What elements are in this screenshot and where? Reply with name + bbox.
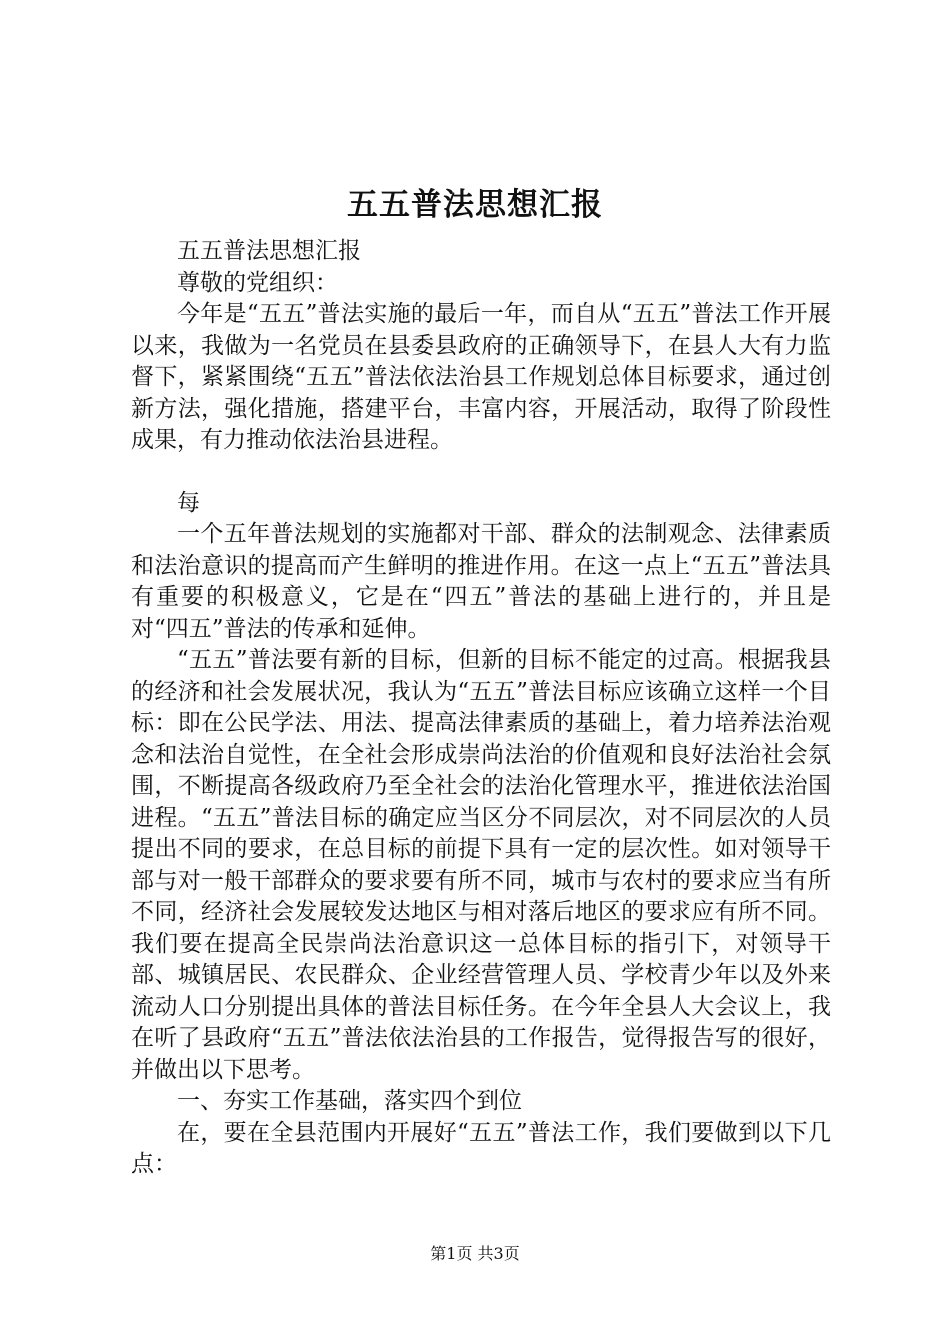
paragraph-goals: “五五”普法要有新的目标，但新的目标不能定的过高。根据我县的经济和社会发展状况，我认为“五五”普法目标应该确立这样一个目标：即在公民学法、用法、提高法律素质的基础上，着力培养法治观念和法治自觉性，在全社会形成崇尚法治的价值观和良好法治社会氛围，不断提高各级政府乃至全社会的法治化管理水平，推进依法治国进程。“五五”普法目标的确定应当区分不同层次，对不同层次的人员提出不同的要求，在总目标的前提下具有一定的层次性。如对领导干部与对一般干部群众的要求要有所不同，城市与农村的要求应当有所不同，经济社会发展较发达地区与相对落后地区的要求应有所不同。我们要在提高全民崇尚法治意识这一总体目标的指引下，对领导干部、城镇居民、农民群众、企业经营管理人员、学校青少年以及外来流动人口分别提出具体的普法目标任务。在今年全县人大会议上，我在听了县政府“五五”普法依法治县的工作报告，觉得报告写的很好，并做出以下思考。: [131, 647, 831, 1083]
paragraph-fragment: 每: [177, 489, 200, 516]
paragraph-heading-repeat: 五五普法思想汇报: [177, 238, 361, 264]
page-number-footer: 第1页 共3页: [430, 1244, 520, 1263]
document-body: [131, 236, 831, 1181]
document-title: 五五普法思想汇报: [347, 187, 603, 223]
paragraph-salutation: 尊敬的党组织：: [177, 269, 338, 296]
paragraph-points-intro: 在，要在全县范围内开展好“五五”普法工作，我们要做到以下几点：: [131, 1119, 831, 1177]
paragraph-intro: 今年是“五五”普法实施的最后一年，而自从“五五”普法工作开展以来，我做为一名党员在县委县政府的正确领导下，在县人大有力监督下，紧紧围绕“五五”普法依法治县工作规划总体目标要求，通过创新方法，强化措施，搭建平台，丰富内容，开展活动，取得了阶段性成果，有力推动依法治县进程。: [131, 301, 831, 453]
paragraph-five-year-plan: 一个五年普法规划的实施都对干部、群众的法制观念、法律素质和法治意识的提高而产生鲜明的推进作用。在这一点上“五五”普法具有重要的积极意义，它是在“四五”普法的基础上进行的，并且是对“四五”普法的传承和延伸。: [131, 521, 831, 642]
paragraph-section-heading: 一、夯实工作基础，落实四个到位: [177, 1088, 522, 1114]
